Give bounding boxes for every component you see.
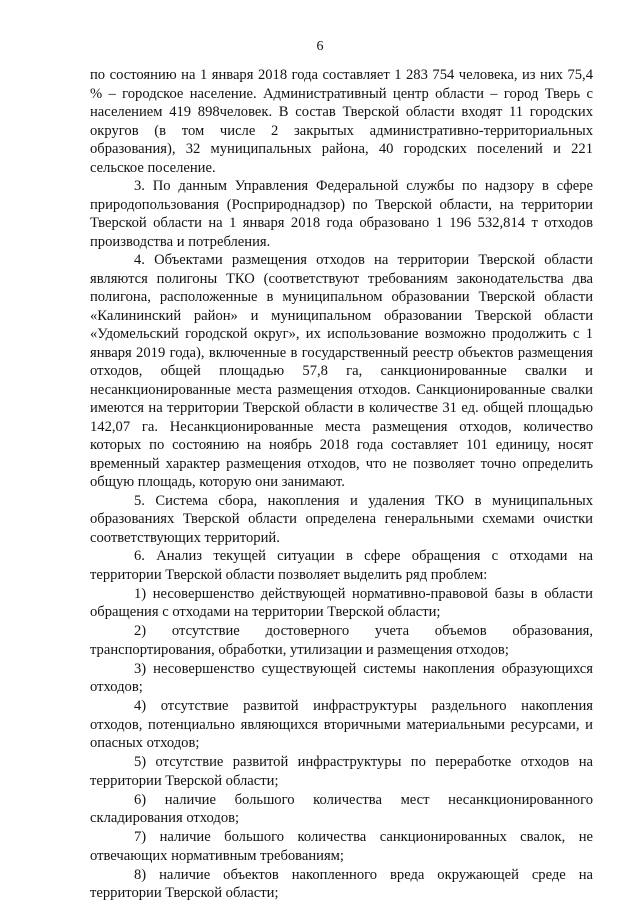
paragraph-6: 6. Анализ текущей ситуации в сфере обращения с отходами на территории Тверской области позволяет выделить ряд проблем: [90,548,593,583]
page-number: 6 [316,39,324,54]
list-item: 2) отсутствие достоверного учета объемов образования, транспортирования, обработки, утилизации и размещения отходов; [90,623,593,658]
list-item: 4) отсутствие развитой инфраструктуры раздельного накопления отходов, потенциально являющихся вторичными материальными ресурсами, и опасных отходов; [90,698,593,751]
paragraph-continuation: по состоянию на 1 января 2018 года составляет 1 283 754 человека, из них 75,4 % – городское население. Административный центр области – город Тверь с населением 419 898человек. В состав Тверской области входят 11 городских округов (в том числе 2 закрытых административно-территориальных образования), 32 муниципальных района, 40 городских поселений и 221 сельское поселение. [90,67,593,176]
paragraph-5: 5. Система сбора, накопления и удаления ТКО в муниципальных образованиях Тверской области определена генеральными схемами очистки соответствующих территорий. [90,492,593,546]
list-item: 6) наличие большого количества мест несанкционированного складирования отходов; [90,791,593,826]
list-item: 8) наличие объектов накопленного вреда окружающей среде на территории Тверской области; [90,866,593,901]
list-item: 7) наличие большого количества санкционированных свалок, не отвечающих нормативным требованиям; [90,829,593,864]
body-text [90,66,593,903]
list-item: 1) несовершенство действующей нормативно-правовой базы в области обращения с отходами на территории Тверской области; [90,585,593,620]
list-item: 5) отсутствие развитой инфраструктуры по переработке отходов на территории Тверской области; [90,754,593,789]
paragraph-4: 4. Объектами размещения отходов на территории Тверской области являются полигоны ТКО (соответствуют требованиям законодательства два полигона, расположенные в муниципальном образовании Тверской области «Калининский район» и муниципальном образовании Тверской области «Удомельский городской округ», их использование возможно продолжить с 1 января 2019 года), включенные в государственный реестр объектов размещения отходов, общей площадью 57,8 га, санкционированные свалки и несанкционированные места размещения отходов. Санкционированные свалки имеются на территории Тверской области в количестве 31 ед. общей площадью 142,07 га. Несанкционированные места размещения отходов, количество которых по состоянию на ноябрь 2018 года составляет 101 единицу, носят временный характер размещения отходов, что не позволяет точно определить общую площадь, которую они занимают. [90,252,593,490]
list-item: 3) несовершенство существующей системы накопления образующихся отходов; [90,660,593,695]
paragraph-3: 3. По данным Управления Федеральной службы по надзору в сфере природопользования (Росприроднадзор) по Тверской области, на территории Тверской области на 1 января 2018 года образовано 1 196 532,814 т отходов производства и потребления. [90,178,593,250]
